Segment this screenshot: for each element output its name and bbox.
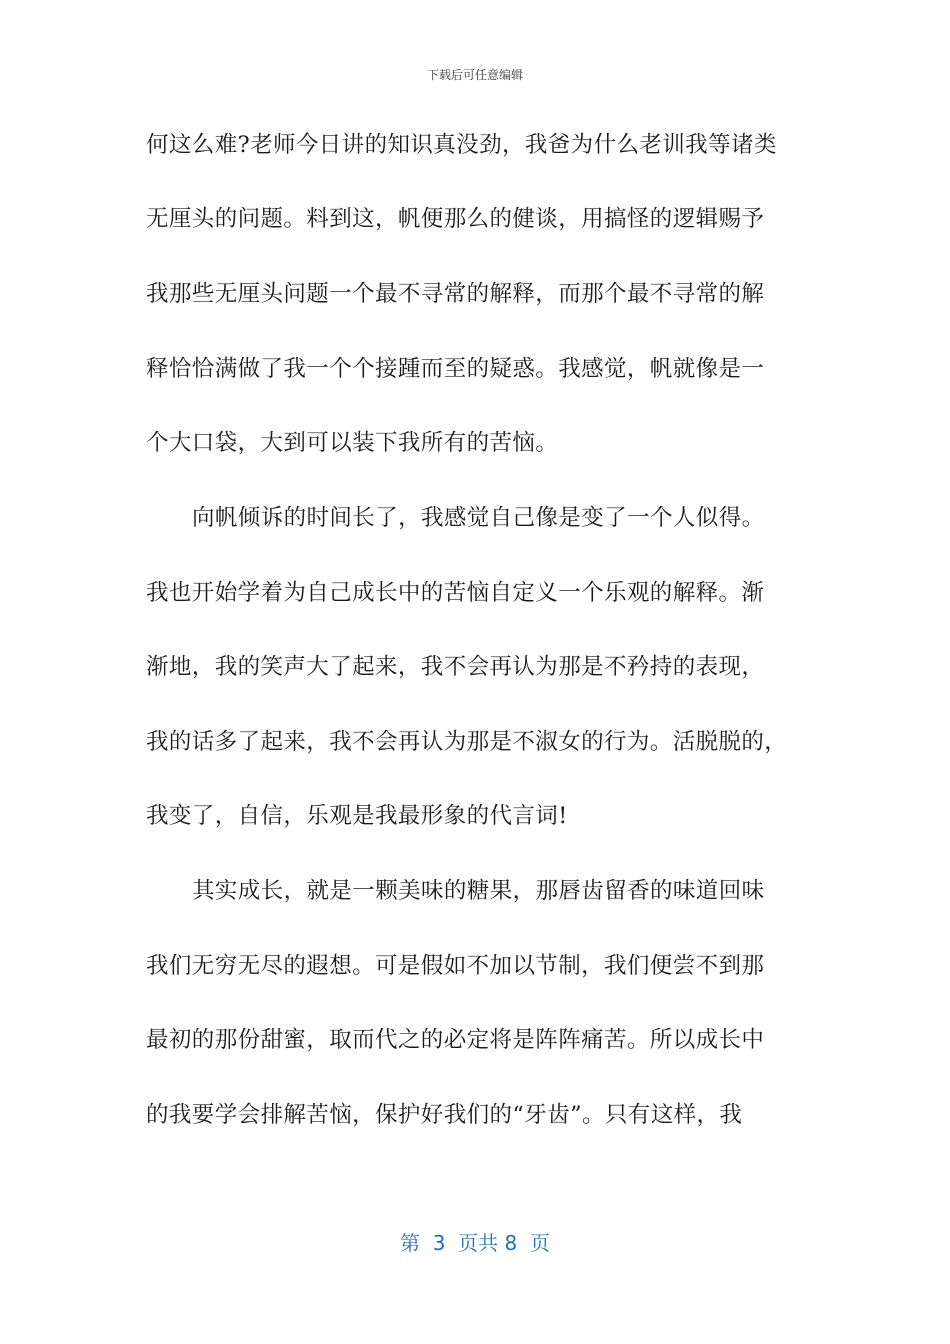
text-line: 我也开始学着为自己成长中的苦恼自定义一个乐观的解释。渐 [146,580,765,606]
text-line: 个大口袋，大到可以装下我所有的苦恼。 [146,430,559,456]
text-line: 的我要学会排解苦恼，保护好我们的“牙齿”。只有这样，我 [146,1102,743,1128]
paragraph-first-line: 其实成长，就是一颗美味的糖果，那唇齿留香的味道回味 [192,878,765,904]
text-line: 何这么难?老师今日讲的知识真没劲，我爸为什么老训我等诸类 [146,132,777,158]
text-line: 渐地，我的笑声大了起来，我不会再认为那是不矜持的表现， [146,654,765,680]
text-line: 我变了，自信，乐观是我最形象的代言词! [146,803,568,829]
page-number-footer: 第 3 页共 8 页 [400,1231,550,1255]
text-line: 最初的那份甜蜜，取而代之的必定将是阵阵痛苦。所以成长中 [146,1027,765,1053]
text-line: 无厘头的问题。料到这，帆便那么的健谈，用搞怪的逻辑赐予 [146,206,765,232]
text-line: 我们无穷无尽的遐想。可是假如不加以节制，我们便尝不到那 [146,953,765,979]
text-line: 我的话多了起来，我不会再认为那是不淑女的行为。活脱脱的， [146,729,788,755]
paragraph-first-line: 向帆倾诉的时间长了，我感觉自己像是变了一个人似得。 [192,505,765,531]
text-line: 释恰恰满做了我一个个接踵而至的疑惑。我感觉，帆就像是一 [146,356,765,382]
page-header-note: 下载后可任意编辑 [426,68,523,82]
text-line: 我那些无厘头问题一个最不寻常的解释，而那个最不寻常的解 [146,281,765,307]
